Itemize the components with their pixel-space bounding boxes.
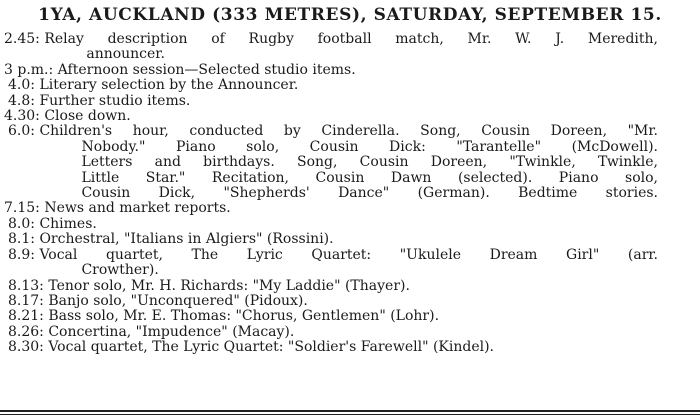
entry-time: 4.0: (8, 77, 40, 94)
entry-line: Afternoon session—Selected studio items. (57, 61, 356, 78)
entry-time: 4.30: (4, 108, 45, 125)
entry-line: announcer. (86, 46, 165, 63)
entry-line: Chimes. (39, 215, 97, 232)
programme-entry (0, 94, 700, 109)
programme-heading: 1YA, AUCKLAND (333 METRES), SATURDAY, SEPTEMBER 15. (38, 5, 662, 25)
entry-time: 3 p.m.: (4, 61, 58, 78)
entry-time: 8.1: (8, 231, 40, 248)
entry-time: 7.15: (4, 200, 45, 217)
programme-entry (0, 124, 700, 201)
entry-text (48, 309, 658, 324)
programme-listing (0, 32, 700, 356)
entry-line: Orchestral, "Italians in Algiers" (Rossini). (39, 231, 334, 248)
entry-time: 8.0: (8, 215, 40, 232)
entry-time: 8.13: (8, 277, 49, 294)
entry-line: Relay description of Rugby football match, Mr. W. J. Meredith, (44, 31, 658, 47)
programme-entry (0, 294, 700, 309)
programme-entry (0, 279, 700, 294)
entry-line: Concertina, "Impudence" (Macay). (48, 323, 295, 340)
entry-time: 4.8: (8, 92, 40, 109)
entry-time: 2.45: (4, 31, 45, 47)
entry-line: Tenor solo, Mr. H. Richards: "My Laddie" (Thayer). (48, 277, 410, 294)
entry-time: 8.17: (8, 292, 49, 309)
bottom-rule-thin (0, 414, 700, 415)
entry-line: Further studio items. (39, 92, 191, 109)
entry-text (48, 279, 658, 294)
programme-entry (0, 217, 700, 232)
programme-entry (0, 63, 700, 78)
entry-line: Close down. (44, 108, 131, 125)
entry-text (39, 248, 658, 279)
entry-line: Letters and birthdays. Song, Cousin Doreen, "Twinkle, Twinkle, (81, 154, 658, 171)
programme-entry (0, 32, 700, 63)
programme-entry (0, 248, 700, 279)
entry-line: Bass solo, Mr. E. Thomas: "Chorus, Gentlemen" (Lohr). (48, 308, 440, 325)
programme-entry (0, 325, 700, 340)
entry-text (58, 63, 658, 78)
entry-line: Vocal quartet, The Lyric Quartet: "Ukulele Dream Girl" (arr. (39, 246, 658, 263)
entry-text (48, 294, 658, 309)
entry-time: 8.30: (8, 339, 49, 356)
entry-line: News and market reports. (44, 200, 231, 217)
programme-entry (0, 340, 700, 355)
entry-text (44, 201, 658, 216)
programme-entry (0, 201, 700, 216)
entry-text (39, 124, 658, 201)
entry-text (48, 340, 658, 355)
entry-line: Children's hour, conducted by Cinderella. Song, Cousin Doreen, "Mr. (39, 123, 658, 140)
entry-line: Crowther). (81, 262, 159, 279)
entry-line: Nobody." Piano solo, Cousin Dick: "Tarantelle" (McDowell). (81, 138, 658, 155)
entry-line: Cousin Dick, "Shepherds' Dance" (German). Bedtime stories. (81, 185, 658, 202)
entry-text (39, 217, 658, 232)
entry-line: Banjo solo, "Unconquered" (Pidoux). (48, 292, 308, 309)
entry-text (48, 325, 658, 340)
programme-entry (0, 78, 700, 93)
entry-time: 8.26: (8, 323, 49, 340)
programme-entry (0, 232, 700, 247)
bottom-rule (0, 410, 700, 412)
entry-line: Little Star." Recitation, Cousin Dawn (selected). Piano solo, (81, 169, 658, 186)
entry-time: 8.9: (8, 246, 40, 263)
entry-line: Literary selection by the Announcer. (39, 77, 299, 94)
entry-time: 8.21: (8, 308, 49, 325)
programme-entry (0, 309, 700, 324)
entry-text (39, 94, 658, 109)
entry-line: Vocal quartet, The Lyric Quartet: "Soldier's Farewell" (Kindel). (48, 339, 495, 356)
programme-entry (0, 109, 700, 124)
entry-text (39, 78, 658, 93)
entry-text (44, 109, 658, 124)
entry-text (44, 32, 658, 63)
entry-text (39, 232, 658, 247)
entry-time: 6.0: (8, 123, 40, 140)
